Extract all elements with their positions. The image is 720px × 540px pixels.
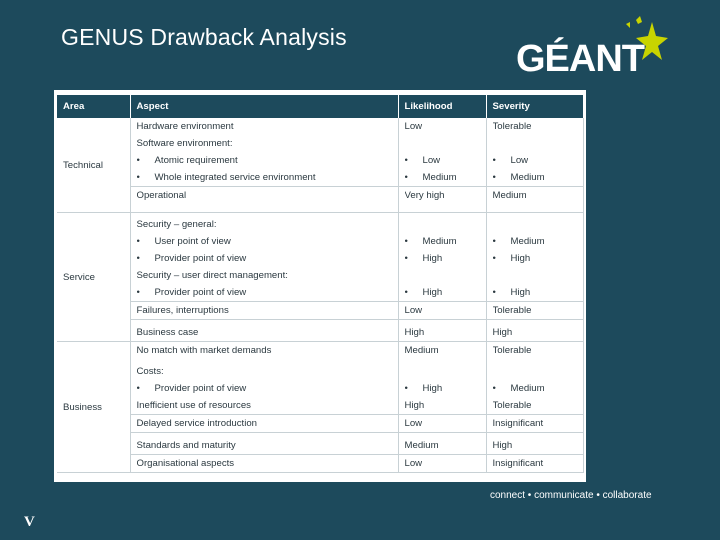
area-technical: Technical xyxy=(57,118,130,213)
drawback-table xyxy=(57,95,583,480)
tagline: connect • communicate • collaborate xyxy=(490,490,652,501)
table-row: Delayed service introduction Low Insignificant xyxy=(57,415,583,433)
area-service: Service xyxy=(57,213,130,342)
col-header-aspect: Aspect xyxy=(130,95,398,118)
table-row: Failures, interruptions Low Tolerable xyxy=(57,302,583,320)
left-band xyxy=(0,90,54,540)
page-mark: V xyxy=(24,514,35,530)
right-band xyxy=(586,90,720,540)
aspect-cell: Hardware environment Software environment: • Atomic requirement • Whole integrated service environment xyxy=(130,118,398,187)
table-row: Standards and maturity Medium High xyxy=(57,433,583,455)
page-title: GENUS Drawback Analysis xyxy=(61,24,347,50)
table-row xyxy=(57,118,583,187)
table-row: Service Security – general: • User point of view • Provider point of view Security – user direct management: • Provider point of view • Medium • High • High • Medium • High • High xyxy=(57,213,583,302)
severity-cell: Tolerable • Low • Medium xyxy=(486,118,583,187)
col-header-likelihood: Likelihood xyxy=(398,95,486,118)
table-row: Operational Very high Medium xyxy=(57,187,583,213)
table-header-row xyxy=(57,95,583,118)
col-header-severity: Severity xyxy=(486,95,583,118)
table-row: Organisational aspects Low Insignificant xyxy=(57,455,583,473)
table-row: Business case High High xyxy=(57,320,583,342)
geant-logo xyxy=(510,14,670,84)
logo-text: GÉANT xyxy=(516,38,644,80)
area-business: Business xyxy=(57,342,130,473)
likelihood-cell: Low • Low • Medium xyxy=(398,118,486,187)
table-row: Business No match with market demands Costs: • Provider point of view Inefficient use of resources Medium • High High Tolerable • Medium Tolerable xyxy=(57,342,583,415)
star-icon xyxy=(622,14,668,78)
col-header-area: Area xyxy=(57,95,130,118)
